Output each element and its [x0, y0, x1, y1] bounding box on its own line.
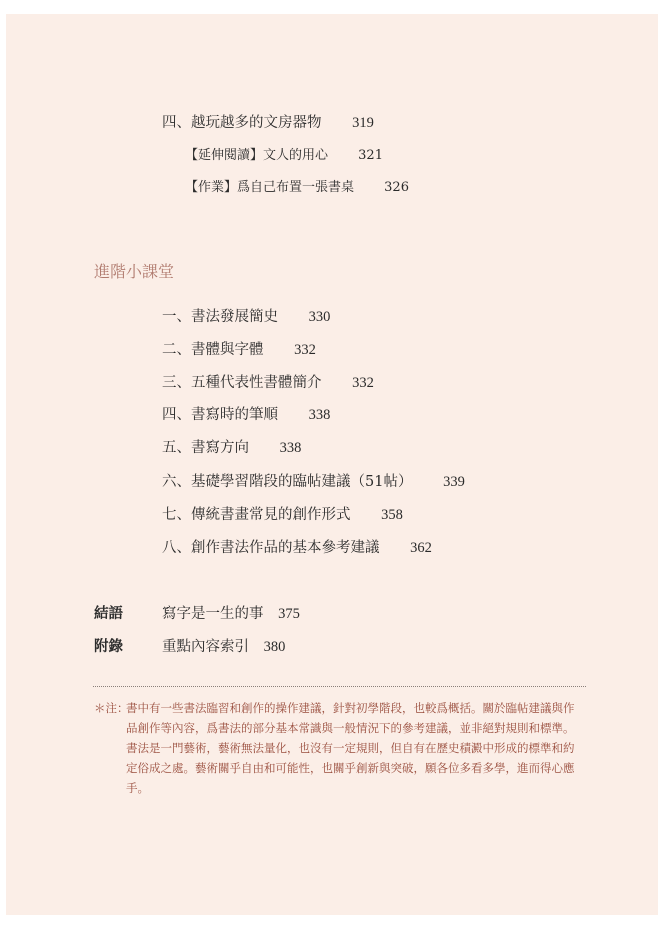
toc-item-label: 五、書寫方向	[162, 440, 249, 456]
toc-subitem[interactable]	[185, 148, 383, 164]
toc-item-page: 332	[352, 375, 374, 391]
toc-item-label: 二、書體與字體	[162, 342, 264, 358]
appendix-label: 附錄	[94, 638, 123, 655]
note-marker: ＊注：	[94, 701, 129, 715]
toc-item-label: 重點內容索引	[162, 639, 249, 655]
toc-item[interactable]	[162, 439, 301, 457]
toc-item[interactable]	[162, 374, 374, 392]
toc-subitem-page: 321	[358, 148, 383, 163]
toc-item-label: 七、傳統書畫常見的創作形式	[162, 507, 351, 523]
note-line: 書中有一些書法臨習和創作的操作建議，針對初學階段，也較爲概括。關於臨帖建議與作	[126, 701, 575, 715]
toc-item-chapter-4[interactable]	[162, 114, 374, 132]
toc-item-label: 八、創作書法作品的基本參考建議	[162, 540, 380, 556]
toc-item-label: 寫字是一生的事	[162, 606, 264, 622]
toc-item-label: 三、五種代表性書體簡介	[162, 375, 322, 391]
toc-item-page: 380	[263, 639, 286, 655]
toc-item[interactable]	[162, 473, 465, 491]
toc-item[interactable]	[162, 539, 432, 557]
toc-subitem-label: 【作業】爲自己布置一張書桌	[185, 180, 355, 195]
note-line: 品創作等內容，爲書法的部分基本常識與一般情況下的參考建議，並非絕對規則和標準。	[126, 721, 575, 735]
toc-item-page: 375	[278, 606, 300, 622]
toc-item-label: 六、基礎學習階段的臨帖建議（51帖）	[162, 474, 413, 490]
toc-item[interactable]	[162, 341, 316, 359]
toc-item-conclusion[interactable]	[162, 605, 300, 623]
section-title-advanced: 進階小課堂	[94, 262, 175, 281]
toc-item-label: 四、越玩越多的文房器物	[162, 115, 322, 131]
toc-item-page: 362	[410, 540, 432, 556]
toc-subitem[interactable]	[185, 180, 409, 196]
toc-item-label: 一、書法發展簡史	[162, 309, 278, 325]
toc-item-appendix[interactable]	[162, 638, 285, 656]
conclusion-label: 結語	[94, 605, 123, 622]
toc-item[interactable]	[162, 506, 403, 524]
toc-item-page: 330	[308, 309, 331, 325]
toc-item-page: 338	[308, 407, 331, 423]
toc-item-page: 358	[381, 507, 403, 523]
note-line: 定俗成之處。藝術關乎自由和可能性，也關乎創新與突破，願各位多看多學，進而得心應	[126, 761, 575, 775]
toc-item-page: 338	[279, 440, 302, 456]
toc-item[interactable]	[162, 308, 330, 326]
note-line: 手。	[126, 781, 149, 795]
toc-item-label: 四、書寫時的筆順	[162, 407, 278, 423]
note-line: 書法是一門藝術，藝術無法量化，也沒有一定規則，但自有在歷史積澱中形成的標準和約	[126, 741, 575, 755]
toc-item-page: 332	[294, 342, 316, 358]
toc-item[interactable]	[162, 406, 330, 424]
toc-item-page: 319	[352, 115, 374, 131]
toc-subitem-label: 【延伸閱讀】文人的用心	[185, 148, 329, 163]
toc-item-page: 339	[443, 474, 465, 490]
dotted-divider	[93, 686, 586, 687]
toc-subitem-page: 326	[384, 180, 409, 195]
